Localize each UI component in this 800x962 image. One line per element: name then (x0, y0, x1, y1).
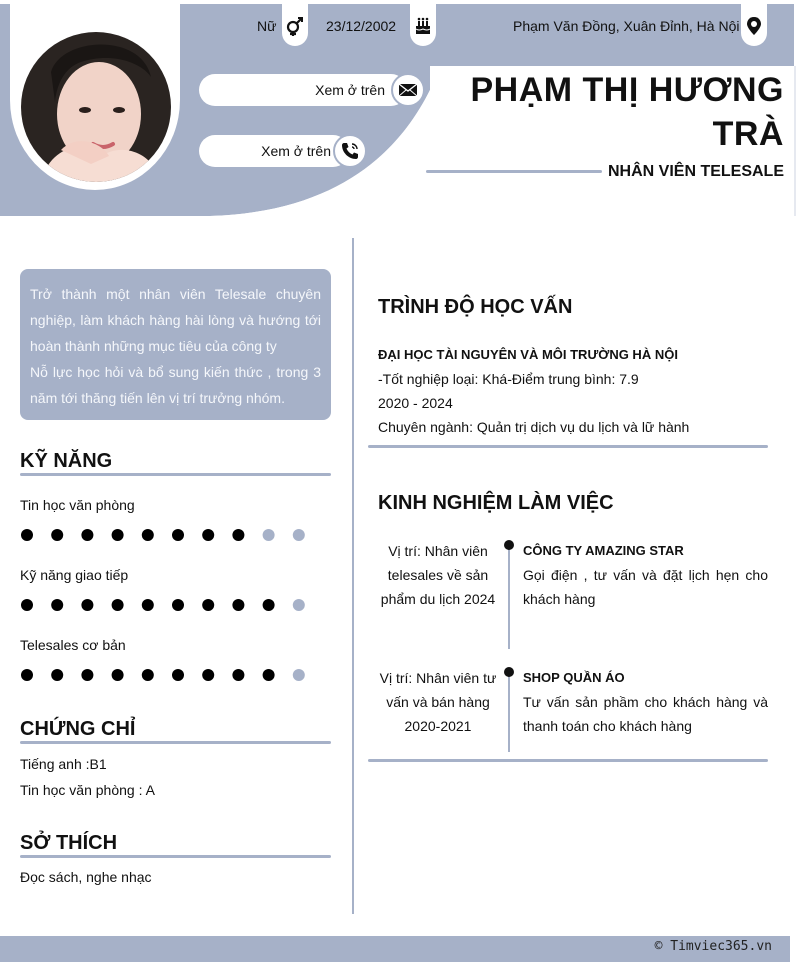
map-pin-icon (744, 16, 764, 36)
education-grade: -Tốt nghiệp loại: Khá-Điểm trung bình: 7.9 (378, 371, 639, 387)
job-title: NHÂN VIÊN TELESALE (607, 163, 784, 180)
skill-rating-dot (81, 669, 93, 681)
gender-text: Nữ (257, 18, 277, 34)
birthday-icon-tab (410, 0, 436, 46)
skill-rating-dot (142, 529, 154, 541)
experience-timeline (508, 545, 510, 649)
cake-icon (413, 16, 433, 36)
footer-watermark: © Timviec365.vn (654, 939, 772, 954)
profile-photo (21, 32, 171, 182)
certificates-underline (20, 741, 331, 744)
title-divider (426, 170, 602, 173)
skill-rating-dot (81, 599, 93, 611)
email-field[interactable] (199, 74, 407, 106)
skills-underline (20, 473, 331, 476)
skill-rating-dot (232, 599, 244, 611)
phone-icon (340, 141, 360, 161)
gender-icon (285, 16, 305, 36)
experience-underline (368, 759, 768, 762)
skill-rating-dot (232, 529, 244, 541)
experience-description: Gọi điện , tư vấn và đặt lịch hẹn cho khách hàng (523, 567, 768, 607)
phone-field[interactable] (199, 135, 349, 167)
skill-label-1: Kỹ năng giao tiếp (20, 567, 129, 583)
education-title: TRÌNH ĐỘ HỌC VẤN (378, 296, 573, 318)
timeline-dot (504, 540, 514, 550)
experience-description: Tư vấn sản phầm cho khách hàng và thanh toán cho khách hàng (523, 694, 768, 734)
skill-rating-dot (172, 529, 184, 541)
education-school: ĐẠI HỌC TÀI NGUYÊN VÀ MÔI TRƯỜNG HÀ NỘI (378, 347, 678, 362)
skill-rating-dot (112, 529, 124, 541)
skill-label-0: Tin học văn phòng (20, 497, 135, 513)
candidate-name-line1: PHẠM THỊ HƯƠNG (470, 71, 784, 109)
skill-rating-dot (51, 669, 63, 681)
skill-rating-dot (142, 669, 154, 681)
skill-dots-1 (20, 598, 320, 612)
skill-dots-2 (20, 668, 320, 682)
envelope-icon (398, 80, 418, 100)
skill-rating-dot (202, 529, 214, 541)
email-icon-circle[interactable] (391, 73, 425, 107)
skill-rating-dot (172, 599, 184, 611)
skill-rating-dot (263, 529, 275, 541)
skill-rating-dot (293, 529, 305, 541)
skills-title: KỸ NĂNG (20, 450, 113, 472)
skill-rating-dot (21, 529, 33, 541)
skill-rating-dot (51, 599, 63, 611)
skill-rating-dot (51, 529, 63, 541)
experience-position: Vị trí: Nhân viên telesales về sản phẩm du lịch 2024 (380, 543, 496, 607)
phone-icon-circle[interactable] (333, 134, 367, 168)
experience-position: Vị trí: Nhân viên tư vấn và bán hàng 2020-2021 (379, 670, 497, 734)
certificate-item: Tin học văn phòng : A (20, 782, 155, 798)
hobbies-text: Đọc sách, nghe nhạc (20, 869, 152, 885)
timeline-dot (504, 667, 514, 677)
objective-line-2: Nỗ lực học hỏi và bổ sung kiến thức , trong 3 năm tới thăng tiến lên vị trí trưởng nhóm. (30, 364, 321, 406)
address-text: Phạm Văn Đồng, Xuân Đỉnh, Hà Nội (513, 18, 740, 34)
skill-rating-dot (81, 529, 93, 541)
skill-rating-dot (232, 669, 244, 681)
footer-bar (0, 936, 790, 962)
hobbies-title: SỞ THÍCH (20, 832, 118, 854)
skill-rating-dot (202, 669, 214, 681)
experience-company: SHOP QUẦN ÁO (523, 670, 625, 685)
experience-company: CÔNG TY AMAZING STAR (523, 543, 684, 558)
skill-dots-0 (20, 528, 320, 542)
skill-rating-dot (202, 599, 214, 611)
skill-rating-dot (112, 669, 124, 681)
education-underline (368, 445, 768, 448)
gender-icon-tab (282, 0, 308, 46)
education-years: 2020 - 2024 (378, 395, 453, 411)
skill-rating-dot (21, 599, 33, 611)
certificates-title: CHỨNG CHỈ (20, 718, 136, 740)
certificate-item: Tiếng anh :B1 (20, 756, 107, 772)
skill-label-2: Telesales cơ bản (20, 637, 126, 653)
skill-rating-dot (263, 599, 275, 611)
hobbies-underline (20, 855, 331, 858)
candidate-name (424, 68, 784, 156)
skill-rating-dot (263, 669, 275, 681)
education-major: Chuyên ngành: Quản trị dịch vụ du lịch và lữ hành (378, 419, 690, 435)
experience-timeline (508, 672, 510, 752)
email-text: Xem ở trên (315, 82, 385, 98)
experience-title: KINH NGHIỆM LÀM VIỆC (378, 492, 614, 514)
candidate-name-line2: TRÀ (712, 115, 784, 153)
column-divider (352, 238, 354, 914)
skill-rating-dot (21, 669, 33, 681)
career-objective (20, 269, 331, 420)
skill-rating-dot (142, 599, 154, 611)
skill-rating-dot (293, 599, 305, 611)
skill-rating-dot (112, 599, 124, 611)
address-icon-tab (741, 0, 767, 46)
objective-line-1: Trở thành một nhân viên Telesale chuyên nghiệp, làm khách hàng hài lòng và hướng tới hoàn thành những mục tiêu của công ty (30, 286, 321, 354)
skill-rating-dot (293, 669, 305, 681)
phone-text: Xem ở trên (261, 143, 331, 159)
skill-rating-dot (172, 669, 184, 681)
birthday-text: 23/12/2002 (326, 18, 397, 34)
